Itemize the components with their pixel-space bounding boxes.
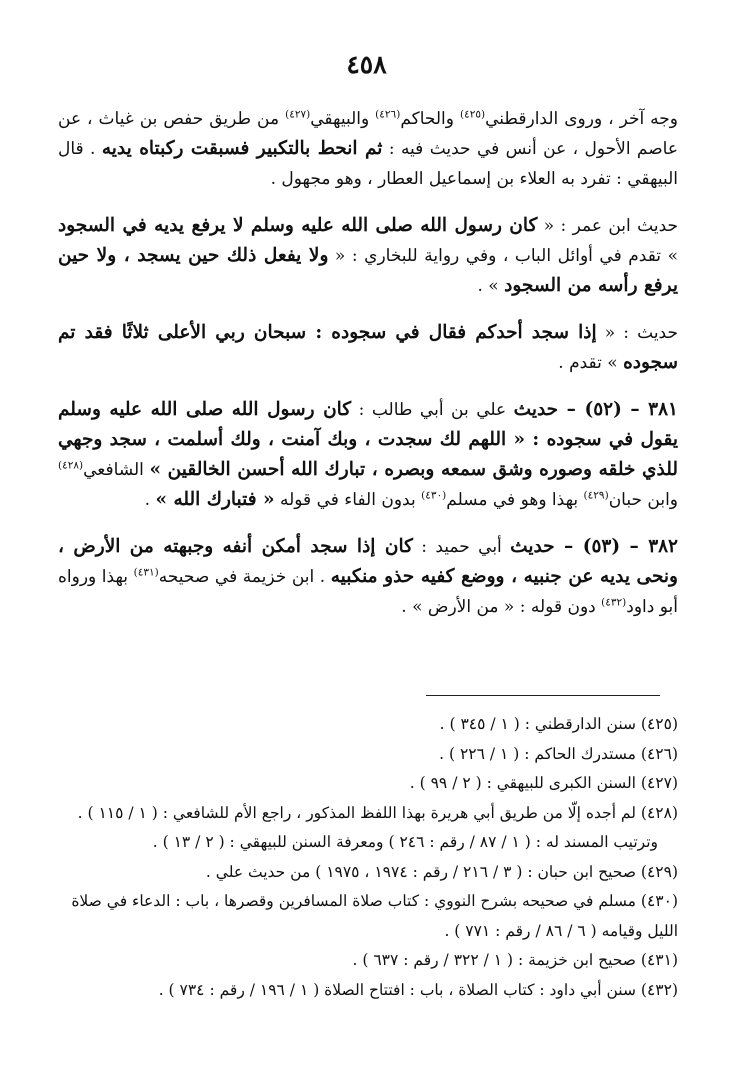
footnote-ref: (٤٢٥) [459, 108, 486, 121]
text-run: الشافعي [83, 460, 150, 480]
text-run: بهذا وهو في مسلم [446, 490, 584, 510]
hadith-text: إذا سجد أحدكم فقال في سجوده : سبحان ربي الأعلى ثلاثًا فقد تم سجوده [58, 322, 678, 373]
hadith-text: ٣٨١ – (٥٢) – حديث [513, 399, 678, 420]
hadith-text: ٣٨٢ – (٥٣) – حديث [510, 536, 678, 557]
text-run: أبي حميد : [412, 537, 511, 557]
paragraph [58, 395, 678, 515]
footnote-ref: (٤٣١) [133, 566, 159, 579]
footnote: (٤٢٥) سنن الدارقطني : ( ١ / ٣٤٥ ) . [439, 715, 678, 733]
footnote-divider [426, 695, 660, 696]
text-run: . ابن خزيمة في صحيحه [158, 567, 331, 587]
text-run: حديث ابن عمر : « [537, 216, 678, 236]
footnote-ref: (٤٢٦) [375, 108, 401, 121]
text-run: علي بن أبي طالب : [351, 400, 514, 420]
text-run: من طريق حفص بن غياث ، عن عاصم الأحول ، عن أنس في حديث فيه : [58, 109, 679, 159]
paragraph [58, 318, 678, 378]
footnote: (٤٣٢) سنن أبي داود : كتاب الصلاة ، باب : افتتاح الصلاة ( ١ / ١٩٦ / رقم : ٧٣٤ ) . [158, 980, 678, 999]
footnote: (٤٣١) صحيح ابن خزيمة : ( ١ / ٣٢٢ / رقم : ٦٣٧ ) . [352, 951, 678, 969]
text-run: » تقدم في أوائل الباب ، وفي رواية للبخاري : « [328, 246, 678, 266]
hadith-text: كان رسول الله صلى الله عليه وسلم يقول في سجوده : « اللهم لك سجدت ، وبك آمنت ، ولك أسلمت ، سجد وجهي للذي خلقه وصوره وشق سمعه وبصره ، تبارك الله أحسن الخالقين » [58, 399, 678, 480]
text-run: . قال البيهقي : تفرد به العلاء بن إسماعيل العطار ، وهو مجهول . [58, 139, 678, 189]
paragraph [58, 211, 678, 301]
text-run: وجه آخر ، وروى الدارقطني [485, 109, 678, 129]
footnote: وترتيب المسند له : ( ١ / ٨٧ / رقم : ٢٤٦ ) ومعرفة السنن للبيهقي : ( ٢ / ١٣ ) . [152, 833, 658, 851]
text-run: بدون الفاء في قوله [274, 490, 422, 510]
text-run: دون قوله : « من الأرض » . [401, 597, 602, 617]
hadith-text: ثم انحط بالتكبير فسبقت ركبتاه يديه [101, 138, 383, 159]
footnote: (٤٢٩) صحيح ابن حبان : ( ٣ / ٢١٦ / رقم : ١٩٧٤ ، ١٩٧٥ ) من حديث علي . [205, 862, 678, 881]
hadith-text: ولا يفعل ذلك حين يسجد ، ولا حين يرفع رأسه من السجود [58, 245, 678, 296]
paragraph [58, 104, 678, 194]
text-run: وابن حبان [608, 490, 678, 510]
hadith-text: « فتبارك الله » [155, 489, 275, 510]
footnote: (٤٣٠) مسلم في صحيحه بشرح النووي : كتاب صلاة المسافرين وقصرها ، باب : الدعاء في صلاة الليل وقيامه ( ٦ / ٨٦ / رقم : ٧٧١ ) . [71, 892, 678, 940]
paragraph [58, 532, 678, 622]
text-run: والحاكم [400, 109, 460, 129]
footnote-ref: (٤٢٨) [58, 459, 84, 472]
text-run: . [144, 490, 156, 510]
text-run: بهذا ورواه أبو داود [58, 567, 678, 617]
footnote-ref: (٤٣٠) [421, 489, 447, 502]
text-run: » . [477, 276, 505, 296]
text-run: » تقدم . [558, 353, 624, 373]
footnote-ref: (٤٣٢) [601, 596, 627, 609]
main-text [58, 104, 678, 639]
text-run: حديث : « [596, 323, 678, 343]
footnotes [58, 710, 678, 1005]
footnote: (٤٢٧) السنن الكبرى للبيهقي : ( ٢ / ٩٩ ) . [409, 774, 678, 792]
hadith-text: كان رسول الله صلى الله عليه وسلم لا يرفع يديه في السجود [58, 215, 538, 236]
text-run: والبيهقي [310, 109, 376, 129]
footnote-ref: (٤٢٩) [583, 489, 609, 502]
page-number: ٤٥٨ [346, 50, 387, 79]
hadith-text: كان إذا سجد أمكن أنفه وجبهته من الأرض ، ونحى يديه عن جنبيه ، ووضع كفيه حذو منكبيه [58, 536, 678, 587]
footnote: (٤٢٦) مستدرك الحاكم : ( ١ / ٢٢٦ ) . [439, 744, 678, 763]
footnote-ref: (٤٢٧) [285, 108, 311, 121]
footnote: (٤٢٨) لم أجده إلّا من طريق أبي هريرة بهذا اللفظ المذكور ، راجع الأم للشافعي : ( ١ / ١١٥ ) . [77, 803, 678, 822]
